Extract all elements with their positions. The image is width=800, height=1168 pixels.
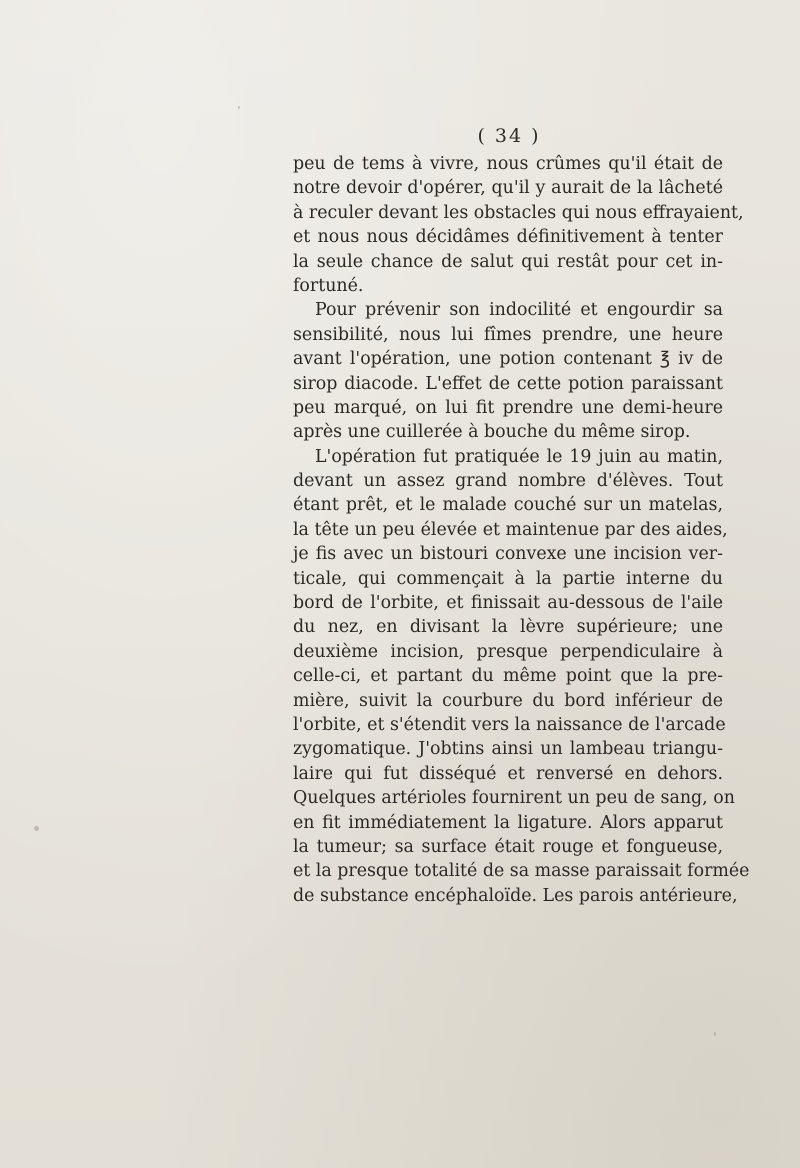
text-line: étant prêt, et le malade couché sur un matelas, <box>293 495 723 516</box>
text-line: sensibilité, nous lui fîmes prendre, une heure <box>293 324 723 345</box>
paragraph-start-line: L'opération fut pratiquée le 19 juin au matin, <box>315 446 723 467</box>
paper-speck <box>714 1032 716 1036</box>
text-line: bord de l'orbite, et finissait au-dessous de l'aile <box>293 593 723 614</box>
text-line: devant un assez grand nombre d'élèves. Tout <box>293 471 723 492</box>
text-line: et nous nous décidâmes définitivement à tenter <box>293 227 723 248</box>
text-line: notre devoir d'opérer, qu'il y aurait de la lâcheté <box>293 178 723 199</box>
text-line: à reculer devant les obstacles qui nous effrayaient, <box>293 202 744 223</box>
body-text <box>293 152 750 908</box>
text-line: peu marqué, on lui fit prendre une demi-heure <box>293 397 723 418</box>
text-line: fortuné. <box>293 275 364 296</box>
text-line: après une cuillerée à bouche du même sirop. <box>293 422 691 443</box>
paper-speck <box>238 106 240 109</box>
text-line: zygomatique. J'obtins ainsi un lambeau triangu- <box>293 739 723 760</box>
text-line: deuxième incision, presque perpendiculaire à <box>293 641 723 662</box>
text-line: et la presque totalité de sa masse paraissait formée <box>293 861 750 882</box>
text-line: avant l'opération, une potion contenant ℥ iv de <box>293 349 723 370</box>
text-line: du nez, en divisant la lèvre supérieure; une <box>293 617 723 638</box>
text-line: je fis avec un bistouri convexe une incision ver- <box>293 544 723 565</box>
text-line: en fit immédiatement la ligature. Alors apparut <box>293 812 723 833</box>
paragraph-start-line: Pour prévenir son indocilité et engourdir sa <box>315 300 723 321</box>
text-line: la seule chance de salut qui restât pour cet in- <box>293 251 723 272</box>
text-line: peu de tems à vivre, nous crûmes qu'il était de <box>293 154 723 174</box>
text-line: ticale, qui commençait à la partie interne du <box>293 568 723 589</box>
text-line: celle-ci, et partant du même point que la pre- <box>293 666 723 687</box>
text-line: mière, suivit la courbure du bord inférieur de <box>293 690 723 711</box>
text-line: la tête un peu élevée et maintenue par des aides, <box>293 519 728 540</box>
text-line: sirop diacode. L'effet de cette potion paraissant <box>293 373 723 394</box>
page-number: ( 34 ) <box>477 125 541 147</box>
text-line: la tumeur; sa surface était rouge et fongueuse, <box>293 836 723 857</box>
paper-speck <box>34 826 39 831</box>
text-line: l'orbite, et s'étendit vers la naissance de l'arcade <box>293 714 726 735</box>
text-line: de substance encéphaloïde. Les parois antérieure, <box>293 885 738 906</box>
text-line: Quelques artérioles fournirent un peu de sang, on <box>293 788 735 809</box>
text-line: laire qui fut disséqué et renversé en dehors. <box>293 763 723 784</box>
